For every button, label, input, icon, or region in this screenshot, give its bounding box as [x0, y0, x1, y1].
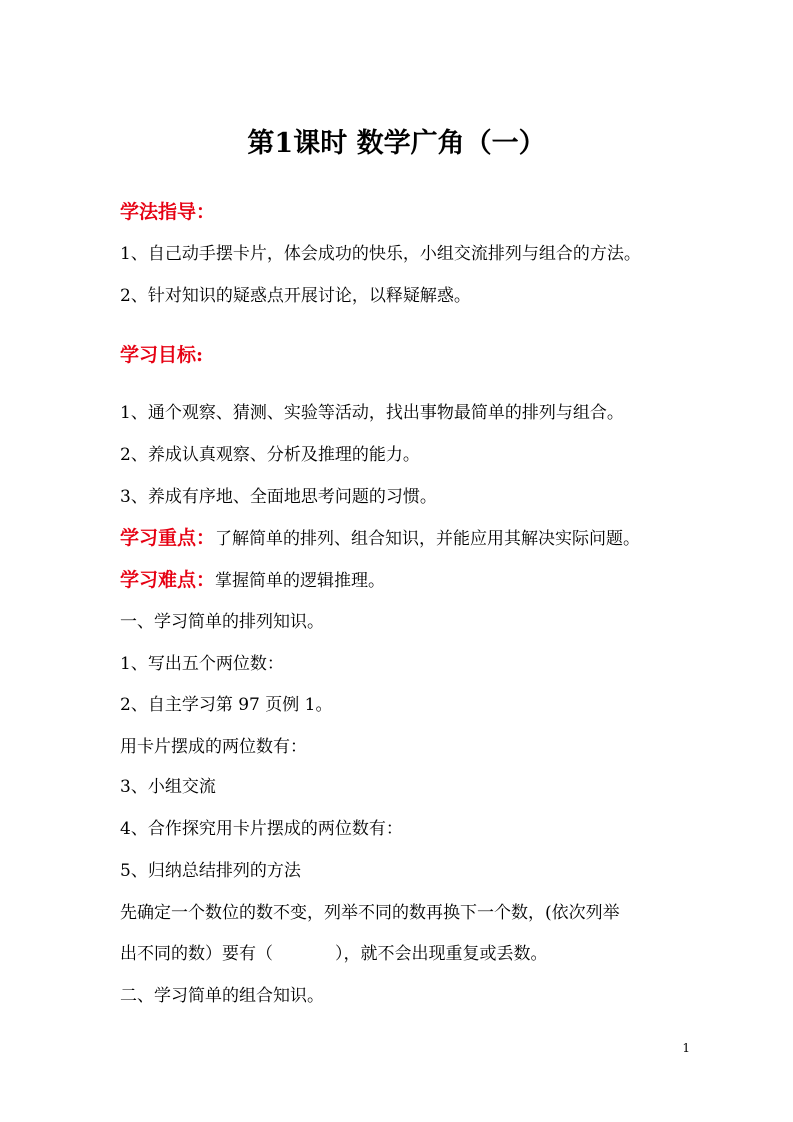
key-point — [120, 525, 690, 552]
difficulty-label: 学习难点： — [120, 569, 216, 591]
summary-line: 先确定一个数位的数不变，列举不同的数再换下一个数，(依次列举 — [120, 903, 620, 923]
goal-item: 2、养成认真观察、分析及推理的能力。 — [120, 445, 420, 465]
page-number: 1 — [682, 1041, 690, 1055]
section1-item: 1、写出五个两位数： — [120, 654, 284, 674]
section1-item: 2、自主学习第 97 页例 1。 — [120, 695, 333, 715]
goal-item: 1、通个观察、猜测、实验等活动，找出事物最简单的排列与组合。 — [120, 403, 624, 423]
page-title: 第1课时 数学广角（一） — [247, 128, 546, 159]
section1-item: 4、合作探究用卡片摆成的两位数有： — [120, 819, 403, 839]
section1-item: 3、小组交流 — [120, 777, 216, 797]
section1-heading: 一、学习简单的排列知识。 — [120, 612, 324, 632]
goals-heading-label: 学习目标: — [120, 344, 204, 366]
guidance-item: 1、自己动手摆卡片，体会成功的快乐，小组交流排列与组合的方法。 — [120, 244, 641, 264]
summary-text-after: ），就不会出现重复或丢数。 — [335, 944, 548, 964]
key-point-text: 了解简单的排列、组合知识，并能应用其解决实际问题。 — [215, 529, 641, 549]
guidance-item: 2、针对知识的疑惑点开展讨论，以释疑解惑。 — [120, 286, 471, 306]
key-point-label: 学习重点： — [120, 527, 216, 549]
guidance-heading-label: 学法指导： — [120, 201, 216, 223]
section2-heading: 二、学习简单的组合知识。 — [120, 986, 324, 1006]
section1-item: 用卡片摆成的两位数有： — [120, 737, 307, 757]
guidance-heading — [120, 199, 690, 226]
section1-item: 5、归纳总结排列的方法 — [120, 861, 301, 881]
summary-text-before: 出不同的数）要有（ — [120, 944, 273, 964]
goals-heading — [120, 342, 690, 369]
difficulty-text: 掌握简单的逻辑推理。 — [215, 571, 386, 591]
summary-line-with-blank — [120, 941, 690, 967]
difficulty-point — [120, 567, 690, 594]
goal-item: 3、养成有序地、全面地思考问题的习惯。 — [120, 487, 437, 507]
